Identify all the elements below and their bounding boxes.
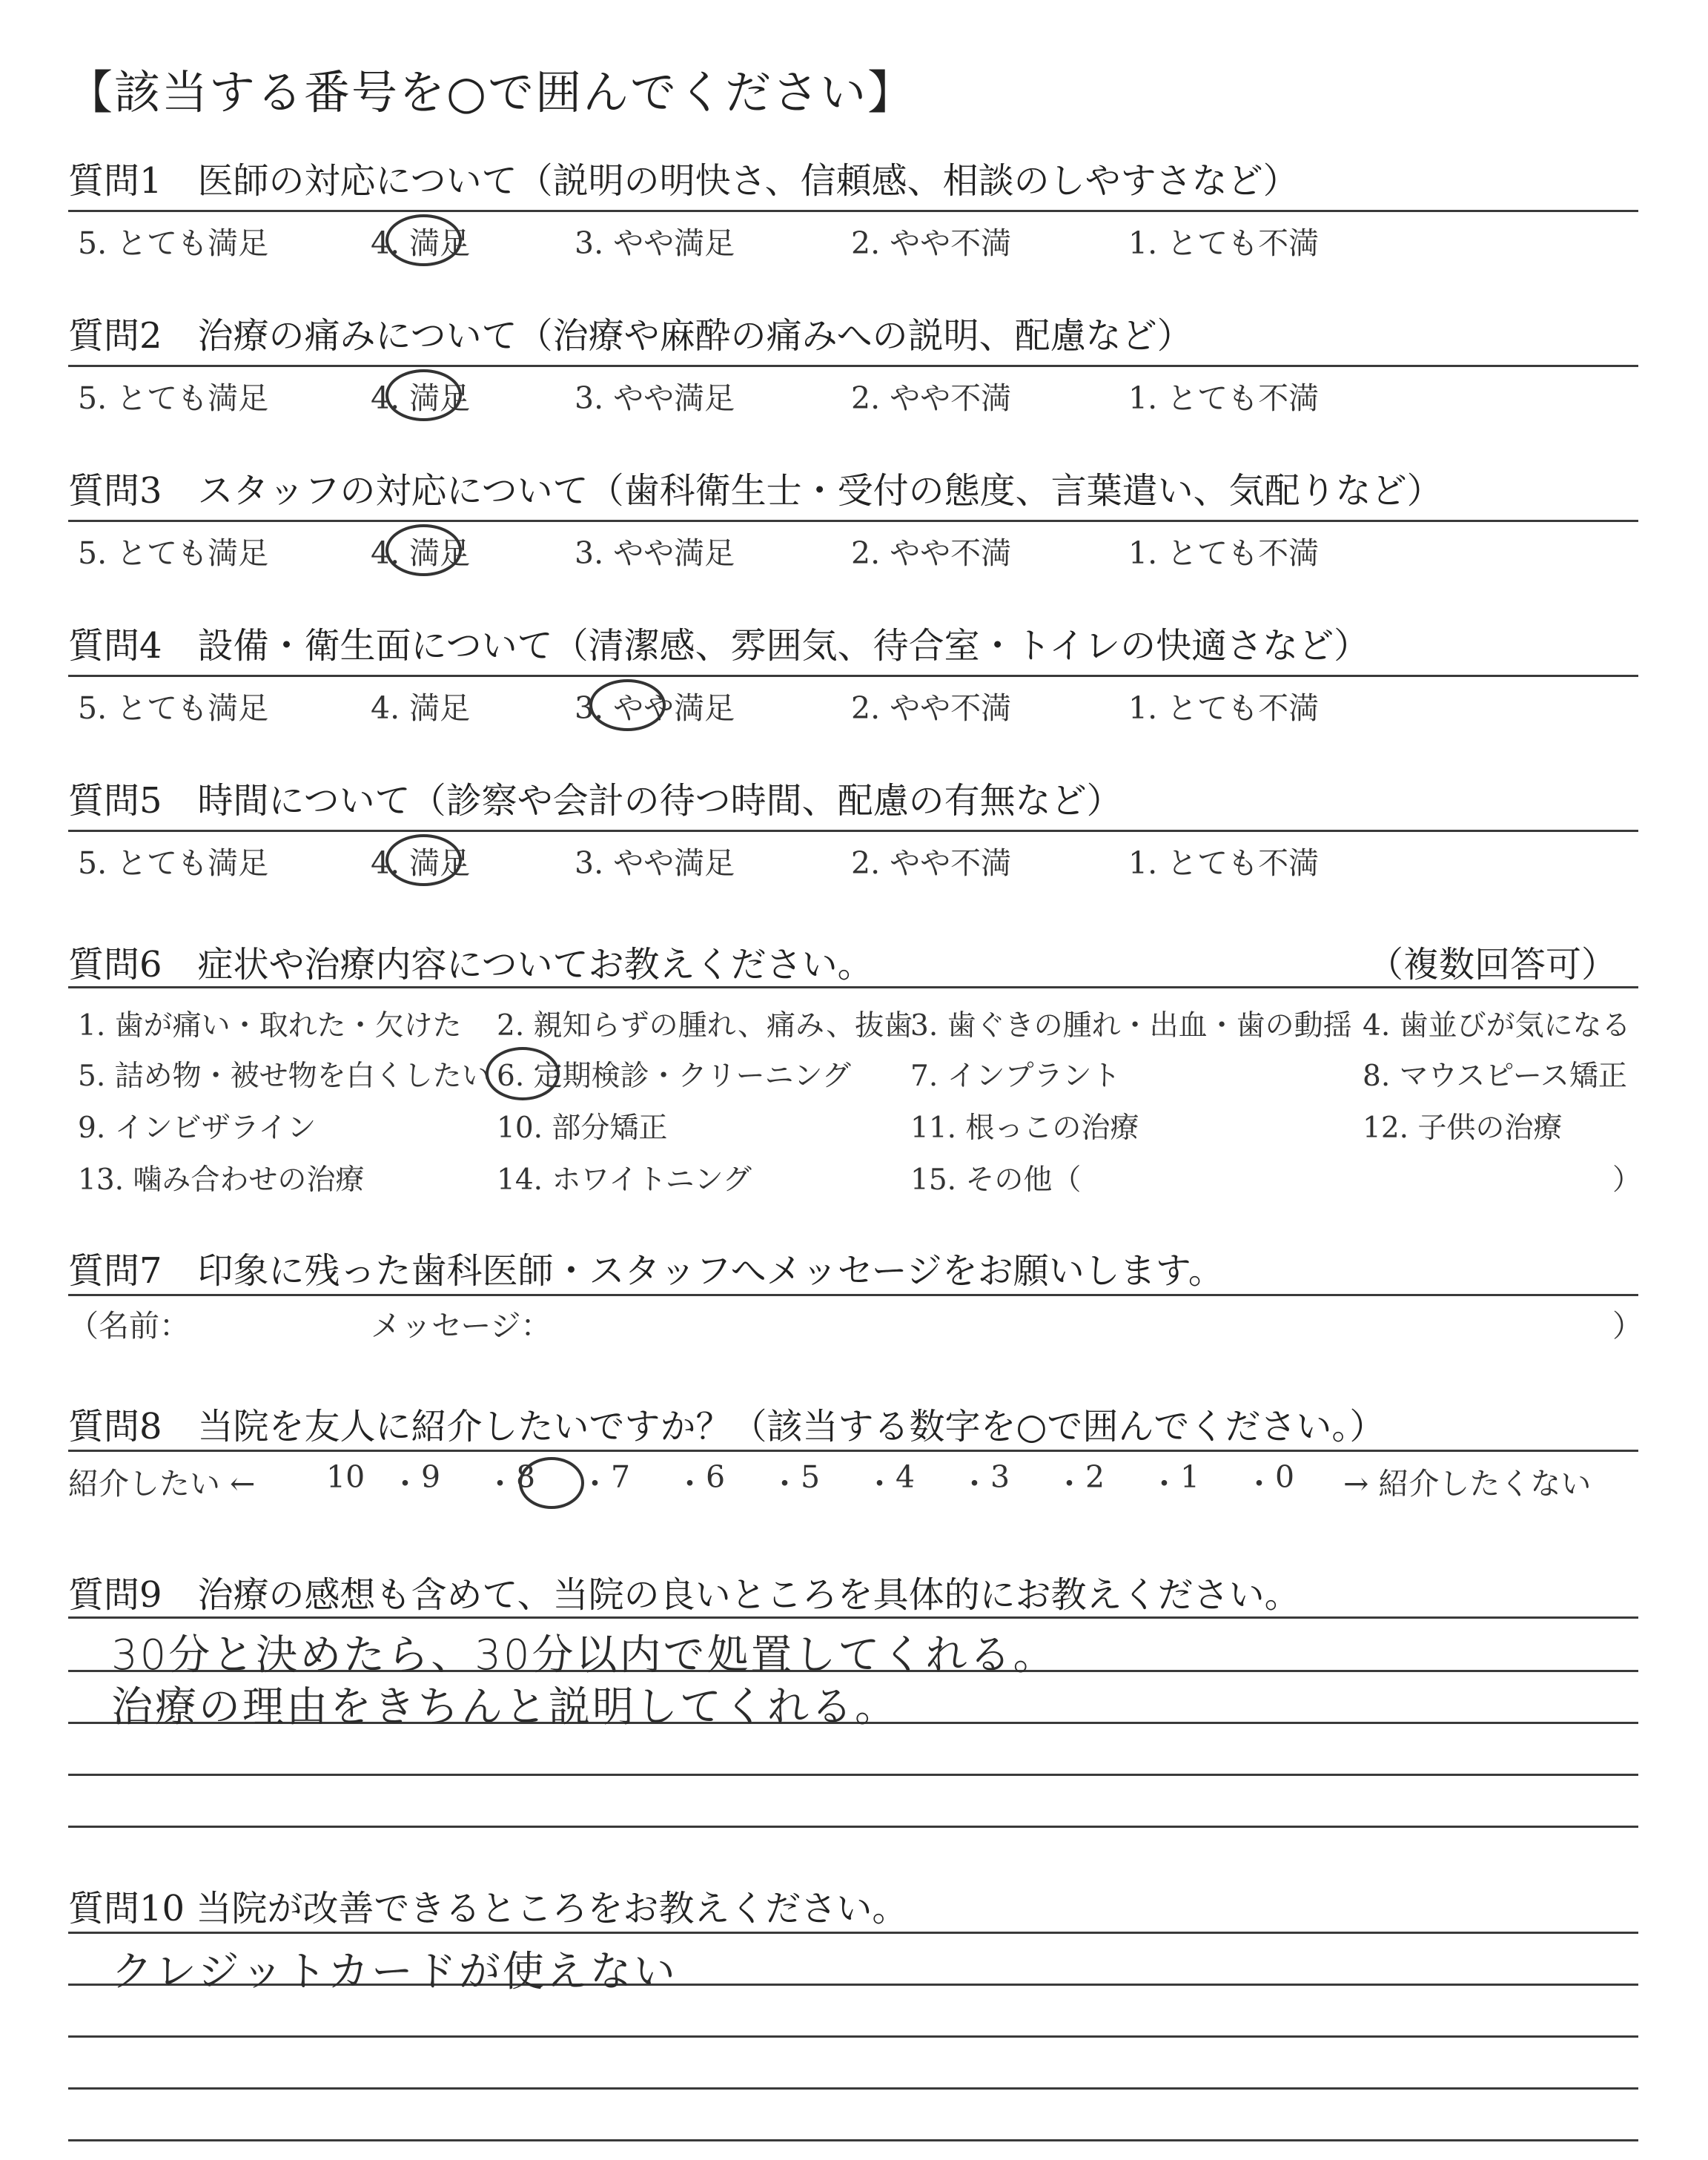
q9-answer-rule	[68, 1616, 1638, 1619]
q5-option-3[interactable]: 3. やや満足	[575, 845, 735, 881]
q2-selected-circle	[385, 369, 462, 421]
q6-option-13[interactable]: 13. 噛み合わせの治療	[78, 1163, 365, 1197]
q6-option-2[interactable]: 2. 親知らずの腫れ、痛み、抜歯	[497, 1009, 913, 1043]
q3-rule	[68, 520, 1638, 522]
q6-option-12[interactable]: 12. 子供の治療	[1363, 1112, 1563, 1145]
scale-value-7[interactable]: 7	[611, 1459, 631, 1495]
q5-title: 質問5 時間について（診察や会計の待つ時間、配慮の有無など）	[68, 780, 1122, 822]
q4-title: 質問4 設備・衛生面について（清潔感、雰囲気、待合室・トイレの快適さなど）	[68, 625, 1370, 667]
scale-value-6[interactable]: 6	[706, 1459, 726, 1495]
q1-rule	[68, 210, 1638, 212]
scale-value-2[interactable]: 2	[1085, 1459, 1105, 1495]
q7-name-label: （名前：	[68, 1308, 190, 1344]
q6-selected-circle	[486, 1047, 560, 1100]
q1-option-3[interactable]: 3. やや満足	[575, 225, 735, 261]
q2-title: 質問2 治療の痛みについて（治療や麻酔の痛みへの説明、配慮など）	[68, 315, 1193, 357]
q10-answer-line-1: クレジットカードが使えない	[111, 1948, 678, 1996]
q6-option-8[interactable]: 8. マウスピース矯正	[1363, 1060, 1627, 1093]
scale-separator: ・	[675, 1466, 705, 1502]
q10-answer-rule	[68, 2139, 1638, 2141]
q1-option-2[interactable]: 2. やや不満	[851, 225, 1012, 261]
q6-option-5[interactable]: 5. 詰め物・被せ物を白くしたい	[78, 1060, 491, 1093]
q2-option-4[interactable]: 4. 満足	[371, 380, 471, 416]
q10-answer-rule	[68, 2035, 1638, 2038]
q8-title: 質問8 当院を友人に紹介したいですか？（該当する数字を○で囲んでください。）	[68, 1406, 1386, 1447]
q4-rule	[68, 675, 1638, 677]
q10-answer-rule	[68, 1932, 1638, 1934]
scale-value-9[interactable]: 9	[421, 1459, 441, 1495]
q2-option-3[interactable]: 3. やや満足	[575, 380, 735, 416]
scale-separator: ・	[959, 1466, 990, 1502]
q3-selected-circle	[385, 524, 462, 576]
scale-separator: ・	[864, 1466, 895, 1502]
q1-selected-circle	[385, 214, 462, 266]
q5-option-2[interactable]: 2. やや不満	[851, 845, 1012, 881]
scale-separator: ・	[1149, 1466, 1179, 1502]
q2-option-2[interactable]: 2. やや不満	[851, 380, 1012, 416]
q5-rule	[68, 830, 1638, 832]
scale-value-0[interactable]: 0	[1275, 1459, 1295, 1495]
q6-title: 質問6 症状や治療内容についてお教えください。	[68, 944, 873, 985]
q4-option-3[interactable]: 3. やや満足	[575, 690, 735, 726]
q3-option-5[interactable]: 5. とても満足	[78, 535, 269, 571]
q6-option-6[interactable]: 6. 定期検診・クリーニング	[497, 1060, 851, 1093]
q1-title: 質問1 医師の対応について（説明の明快さ、信頼感、相談のしやすさなど）	[68, 160, 1299, 202]
q3-title: 質問3 スタッフの対応について（歯科衛生士・受付の態度、言葉遣い、気配りなど）	[68, 470, 1443, 512]
q7-title: 質問7 印象に残った歯科医師・スタッフへメッセージをお願いします。	[68, 1250, 1224, 1292]
scale-value-1[interactable]: 1	[1180, 1459, 1200, 1495]
q6-option-4[interactable]: 4. 歯並びが気になる	[1363, 1009, 1631, 1043]
q2-option-1[interactable]: 1. とても不満	[1128, 380, 1320, 416]
q4-option-4[interactable]: 4. 満足	[371, 690, 471, 726]
q3-option-3[interactable]: 3. やや満足	[575, 535, 735, 571]
q6-option-16: ）	[1612, 1163, 1642, 1197]
q8-selected-circle	[519, 1457, 584, 1509]
q10-answer-rule	[68, 2087, 1638, 2090]
scale-separator: ・	[769, 1466, 800, 1502]
q9-answer-line-1: 30分と決めたら、30分以内で処置してくれる。	[111, 1631, 1057, 1680]
scale-value-8[interactable]: 8	[516, 1459, 536, 1495]
scale-separator: ・	[580, 1466, 610, 1502]
q6-option-3[interactable]: 3. 歯ぐきの腫れ・出血・歯の動揺	[910, 1009, 1352, 1043]
instruction-header: 【該当する番号を○で囲んでください】	[67, 65, 916, 119]
q2-rule	[68, 365, 1638, 367]
q7-message-label: メッセージ：	[371, 1308, 552, 1344]
q7-rule	[68, 1294, 1638, 1296]
q9-answer-line-2: 治療の理由をきちんと説明してくれる。	[111, 1683, 898, 1731]
q5-option-4[interactable]: 4. 満足	[371, 845, 471, 881]
q9-title: 質問9 治療の感想も含めて、当院の良いところを具体的にお教えください。	[68, 1574, 1300, 1616]
scale-separator: ・	[485, 1466, 515, 1502]
q3-option-2[interactable]: 2. やや不満	[851, 535, 1012, 571]
q4-option-2[interactable]: 2. やや不満	[851, 690, 1012, 726]
q1-option-4[interactable]: 4. 満足	[371, 225, 471, 261]
q8-left-label: 紹介したい ←	[68, 1466, 256, 1502]
q7-close-paren: ）	[1612, 1308, 1643, 1344]
q6-option-14[interactable]: 14. ホワイトニング	[497, 1163, 752, 1197]
q4-selected-circle	[589, 679, 666, 731]
q6-option-1[interactable]: 1. 歯が痛い・取れた・欠けた	[78, 1009, 462, 1043]
q1-option-1[interactable]: 1. とても不満	[1128, 225, 1320, 261]
q5-option-1[interactable]: 1. とても不満	[1128, 845, 1320, 881]
scale-separator: ・	[1244, 1466, 1274, 1502]
scale-value-4[interactable]: 4	[896, 1459, 916, 1495]
scale-value-5[interactable]: 5	[801, 1459, 821, 1495]
scale-value-10[interactable]: 10	[326, 1459, 365, 1495]
q6-option-10[interactable]: 10. 部分矯正	[497, 1112, 668, 1145]
q8-rule	[68, 1450, 1638, 1452]
q10-title: 質問10 当院が改善できるところをお教えください。	[68, 1888, 908, 1929]
q9-answer-rule	[68, 1826, 1638, 1828]
scale-separator: ・	[390, 1466, 420, 1502]
q6-option-15[interactable]: 15. その他（	[910, 1163, 1082, 1197]
q6-note: （複数回答可）	[1368, 944, 1618, 985]
q3-option-1[interactable]: 1. とても不満	[1128, 535, 1320, 571]
scale-separator: ・	[1054, 1466, 1085, 1502]
q3-option-4[interactable]: 4. 満足	[371, 535, 471, 571]
q5-option-5[interactable]: 5. とても満足	[78, 845, 269, 881]
q4-option-1[interactable]: 1. とても不満	[1128, 690, 1320, 726]
q5-selected-circle	[385, 834, 462, 886]
q9-answer-rule	[68, 1774, 1638, 1776]
q6-rule	[68, 986, 1638, 988]
q6-option-11[interactable]: 11. 根っこの治療	[910, 1112, 1139, 1145]
q6-option-9[interactable]: 9. インビザライン	[78, 1112, 317, 1145]
q8-right-label: → 紹介したくない	[1343, 1466, 1592, 1502]
q6-option-7[interactable]: 7. インプラント	[910, 1060, 1121, 1093]
q2-option-5[interactable]: 5. とても満足	[78, 380, 269, 416]
q1-option-5[interactable]: 5. とても満足	[78, 225, 269, 261]
scale-value-3[interactable]: 3	[990, 1459, 1010, 1495]
q4-option-5[interactable]: 5. とても満足	[78, 690, 269, 726]
